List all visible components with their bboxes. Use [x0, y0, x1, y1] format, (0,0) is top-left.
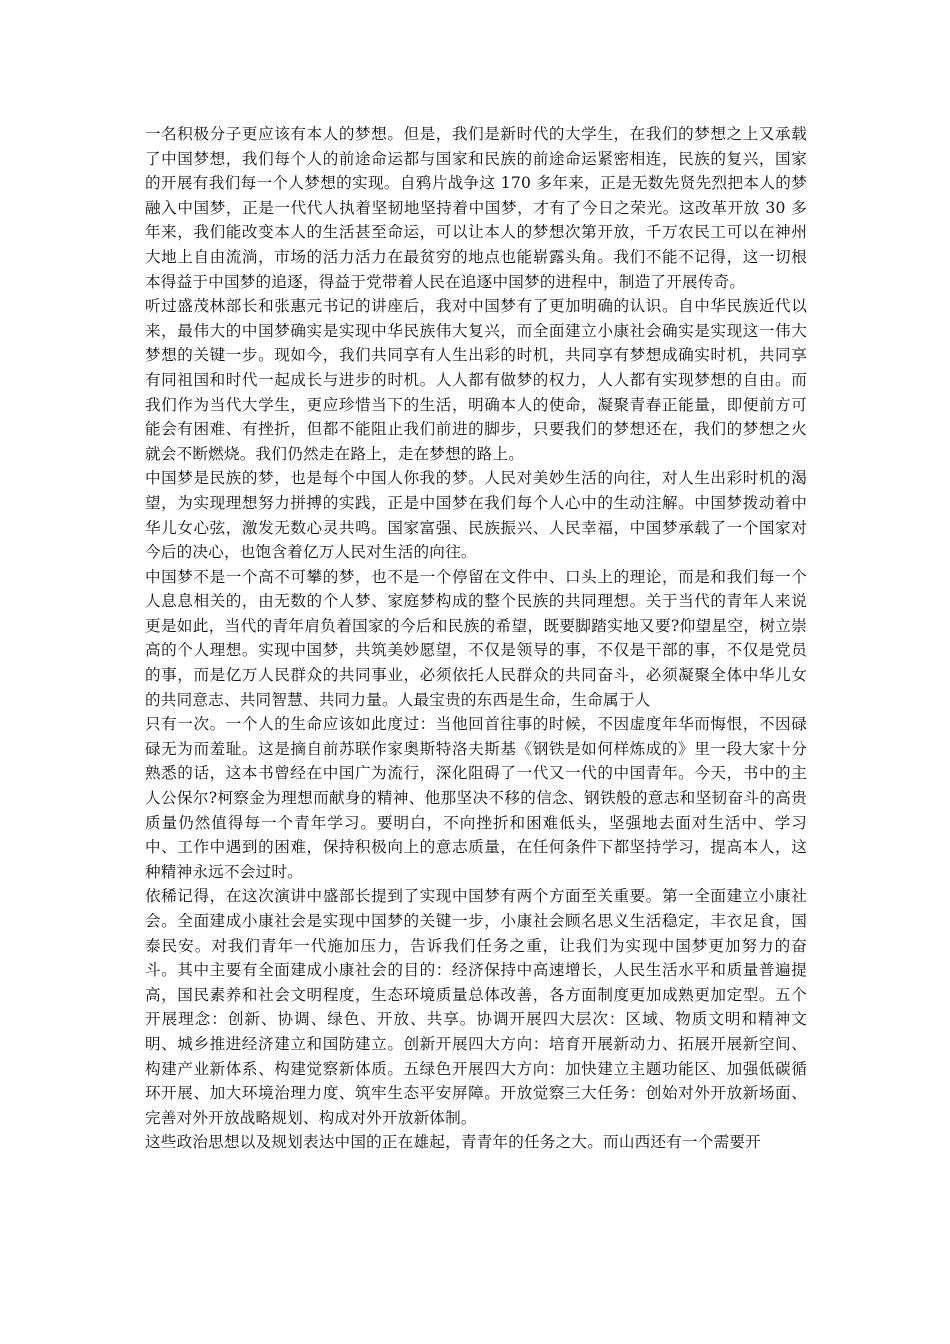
paragraph-3: 中国梦是民族的梦，也是每个中国人你我的梦。人民对美妙生活的向往，对人生出彩时机的渴望，为实现理想努力拼搏的实践，正是中国梦在我们每个人心中的生动注解。中国梦拨动着中华儿女心弦，激发无数心灵共鸣。国家富强、民族振兴、人民幸福，中国梦承载了一个国家对今后的决心，也饱含着亿万人民对生活的向往。 — [145, 469, 807, 562]
paragraph-6: 依稀记得，在这次演讲中盛部长提到了实现中国梦有两个方面至关重要。第一全面建立小康社会。全面建成小康社会是实现中国梦的关键一步，小康社会顾名思义生活稳定，丰衣足食，国泰民安。对我们青年一代施加压力，告诉我们任务之重，让我们为实现中国梦更加努力的奋斗。其中主要有全面建成小康社会的目的：经济保持中高速增长，人民生活水平和质量普遍提高，国民素养和社会文明程度，生态环境质量总体改善，各方面制度更加成熟更加定型。五个开展理念：创新、协调、绿色、开放、共享。协调开展四大层次：区域、物质文明和精神文明、城乡推进经济建立和国防建立。创新开展四大方向：培育开展新动力、拓展开展新空间、构建产业新体系、构建觉察新体质。五绿色开展四大方向：加快建立主题功能区、加强低碳循环开展、加大环境治理力度、筑牢生态平安屏障。开放觉察三大任务：创始对外开放新场面、完善对外开放战略规划、构成对外开放新体制。 — [145, 887, 807, 1127]
paragraph-7: 这些政治思想以及规划表达中国的正在雄起，青青年的任务之大。而山西还有一个需要开 — [145, 1133, 761, 1152]
paragraph-2: 听过盛茂林部长和张惠元书记的讲座后，我对中国梦有了更加明确的认识。自中华民族近代以来，最伟大的中国梦确实是实现中华民族伟大复兴，而全面建立小康社会确实是实现这一伟大梦想的关键一步。现如今，我们共同享有人生出彩的时机，共同享有梦想成确实时机，共同享有同祖国和时代一起成长与进步的时机。人人都有做梦的权力，人人都有实现梦想的自由。而我们作为当代大学生，更应珍惜当下的生活，明确本人的使命，凝聚青春正能量，即便前方可能会有困难、有挫折，但都不能阻止我们前进的脚步，只要我们的梦想还在，我们的梦想之火就会不断燃烧。我们仍然走在路上，走在梦想的路上。 — [145, 297, 807, 463]
paragraph-4: 中国梦不是一个高不可攀的梦，也不是一个停留在文件中、口头上的理论，而是和我们每一个人息息相关的，由无数的个人梦、家庭梦构成的整个民族的共同理想。关于当代的青年人来说更是如此，当代的青年肩负着国家的今后和民族的希望，既要脚踏实地又要?仰望星空，树立崇高的个人理想。实现中国梦，共筑美妙愿望，不仅是领导的事，不仅是干部的事，不仅是党员的事，而是亿万人民群众的共同事业，必须依托人民群众的共同奋斗，必须凝聚全体中华儿女的共同意志、共同智慧、共同力量。人最宝贵的东西是生命，生命属于人 — [145, 567, 807, 709]
paragraph-1: 一名积极分子更应该有本人的梦想。但是，我们是新时代的大学生，在我们的梦想之上又承载了中国梦想，我们每个人的前途命运都与国家和民族的前途命运紧密相连，民族的复兴，国家的开展有我们每一个人梦想的实现。自鸦片战争这 170 多年来，正是无数先贤先烈把本人的梦融入中国梦，正是一代代人执着坚韧地坚持着中国梦，才有了今日之荣光。这改革开放 30 多年来，我们能改变本人的生活甚至命运，可以让本人的梦想次第开放，千万农民工可以在神州大地上自由流淌，市场的活力活力在最贫穷的地点也能崭露头角。我们不能不记得，这一切根本得益于中国梦的追逐，得益于党带着人民在追逐中国梦的进程中，制造了开展传奇。 — [145, 125, 807, 291]
paragraph-5: 只有一次。一个人的生命应该如此度过：当他回首往事的时候，不因虚度年华而悔恨，不因碌碌无为而羞耻。这是摘自前苏联作家奥斯特洛夫斯基《钢铁是如何样炼成的》里一段大家十分熟悉的话，这本书曾经在中国广为流行，深化阻碍了一代又一代的中国青年。今天，书中的主人公保尔?柯察金为理想而献身的精神、他那坚决不移的信念、钢铁般的意志和坚韧奋斗的高贵质量仍然值得每一个青年学习。要明白，不向挫折和困难低头，坚强地去面对生活中、学习中、工作中遇到的困难，保持积极向上的意志质量，在任何条件下都坚持学习，提高本人，这种精神永远不会过时。 — [145, 715, 807, 881]
document-body — [145, 122, 807, 1155]
